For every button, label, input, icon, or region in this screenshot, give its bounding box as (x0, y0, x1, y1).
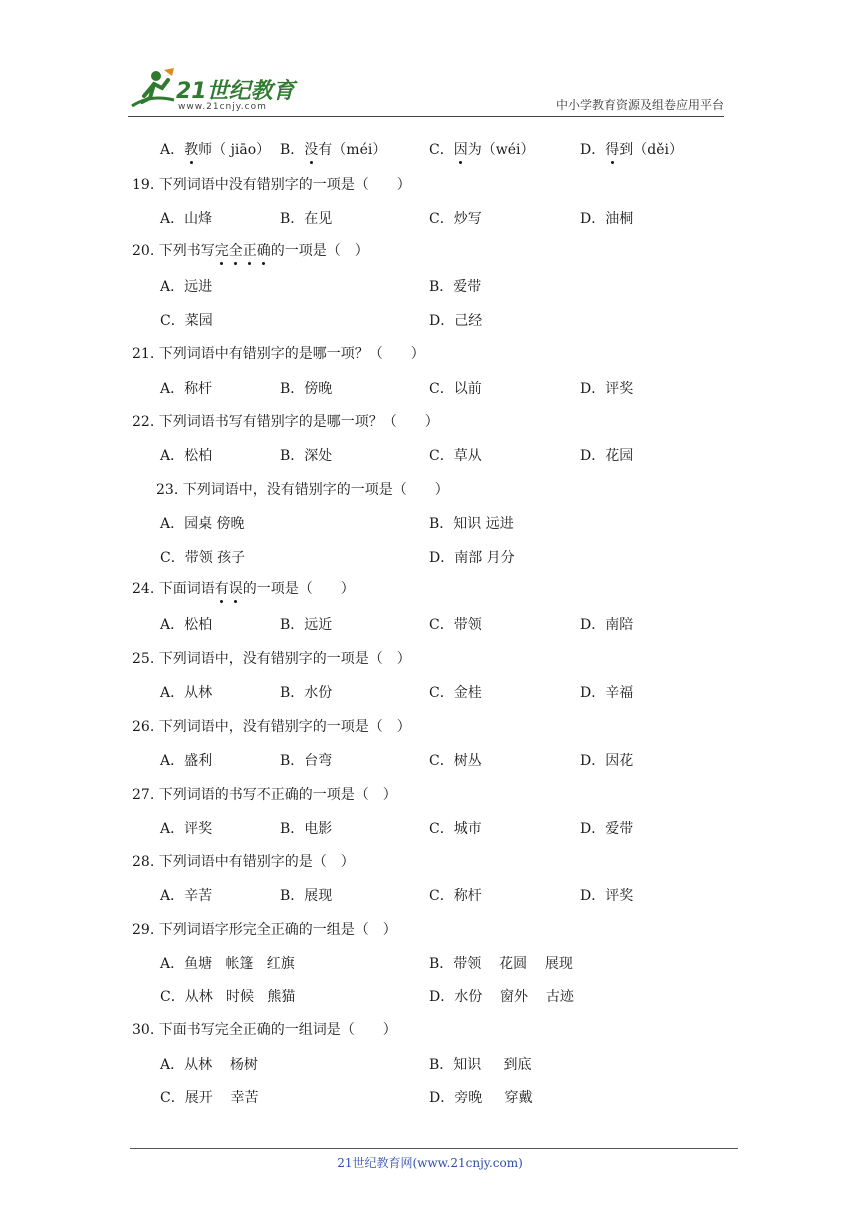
footer-divider (130, 1148, 738, 1149)
emphasis-char: 全 (228, 243, 243, 259)
logo-url: www.21cnjy.com (178, 102, 267, 112)
q27-option-a: A．评奖 (160, 821, 213, 837)
q24-option-b: B．远近 (280, 617, 333, 633)
q24-option-a: A．松柏 (160, 617, 213, 633)
q28-option-a: A．辛苦 (160, 888, 213, 904)
q27-option-d: D．爱带 (580, 821, 634, 837)
q23-option-c: C．带领 孩子 (160, 550, 246, 566)
question-30: 30. 下面书写完全正确的一组词是（ ） (132, 1022, 397, 1038)
footer-link[interactable]: 21世纪教育网(www.21cnjy.com) (337, 1156, 523, 1170)
q20-option-c: C．菜园 (160, 313, 213, 329)
question-26: 26. 下列词语中，没有错别字的一项是（ ） (132, 719, 411, 735)
q29-option-a: A．鱼塘 帐篷 红旗 (160, 956, 295, 972)
q30-option-b: B．知识 到底 (429, 1057, 532, 1073)
q18-option-c: C．因为（wéi） (429, 142, 535, 158)
emphasis-char: 确 (256, 243, 271, 259)
q21-option-b: B．傍晚 (280, 381, 333, 397)
q21-option-c: C．以前 (429, 381, 482, 397)
emphasis-char: 完 (214, 243, 229, 259)
q23-option-b: B．知识 远进 (429, 516, 514, 532)
q29-option-d: D．水份 窗外 古迹 (429, 989, 574, 1005)
emphasis-char: 正 (242, 243, 257, 259)
q19-option-d: D．油桐 (580, 211, 634, 227)
question-29: 29. 下列词语字形完全正确的一组是（ ） (132, 922, 397, 938)
q30-option-c: C．展开 幸苦 (160, 1090, 259, 1106)
q27-option-c: C．城市 (429, 821, 482, 837)
q26-option-d: D．因花 (580, 753, 634, 769)
q22-option-a: A．松柏 (160, 448, 213, 464)
q22-option-d: D．花园 (580, 448, 634, 464)
page-header (128, 66, 724, 118)
q19-option-c: C．炒写 (429, 211, 482, 227)
q28-option-d: D．评奖 (580, 888, 634, 904)
q24-option-c: C．带领 (429, 617, 482, 633)
q23-option-d: D．南部 月分 (429, 550, 515, 566)
question-19: 19. 下列词语中没有错别字的一项是（ ） (132, 177, 411, 193)
q25-option-b: B．水份 (280, 685, 333, 701)
q21-option-a: A．称杆 (160, 381, 213, 397)
emphasis-char: 误 (228, 581, 243, 597)
header-divider (128, 116, 724, 117)
q25-option-d: D．辛福 (580, 685, 634, 701)
platform-title: 中小学教育资源及组卷应用平台 (555, 98, 724, 112)
q21-option-d: D．评奖 (580, 381, 634, 397)
q20-option-a: A．远进 (160, 279, 213, 295)
runner-logo-icon (128, 66, 178, 114)
q26-option-b: B．台弯 (280, 753, 333, 769)
q24-option-d: D．南陪 (580, 617, 634, 633)
question-24: 24. 下面词语有误的一项是（ ） (132, 581, 355, 597)
q30-option-d: D．旁晚 穿戴 (429, 1090, 533, 1106)
q23-option-a: A．园桌 傍晚 (160, 516, 245, 532)
q25-option-c: C．金桂 (429, 685, 482, 701)
q19-option-a: A．山烽 (160, 211, 213, 227)
q25-option-a: A．从林 (160, 685, 213, 701)
emphasis-char: 有 (214, 581, 229, 597)
question-22: 22. 下列词语书写有错别字的是哪一项？（ ） (132, 414, 439, 430)
q30-option-a: A．从林 杨树 (160, 1057, 258, 1073)
question-27: 27. 下列词语的书写不正确的一项是（ ） (132, 787, 397, 803)
q28-option-b: B．展现 (280, 888, 333, 904)
question-20: 20. 下列书写完全正确的一项是（ ） (132, 243, 369, 259)
q22-option-c: C．草从 (429, 448, 482, 464)
q29-option-c: C．从林 时候 熊猫 (160, 989, 296, 1005)
question-25: 25. 下列词语中，没有错别字的一项是（ ） (132, 651, 411, 667)
q26-option-a: A．盛利 (160, 753, 213, 769)
q18-option-a: A．教师（ jiāo） (160, 142, 271, 158)
q22-option-b: B．深处 (280, 448, 333, 464)
question-21: 21. 下列词语中有错别字的是哪一项？（ ） (132, 346, 425, 362)
q20-option-b: B．爱带 (429, 279, 482, 295)
q27-option-b: B．电影 (280, 821, 333, 837)
question-28: 28. 下列词语中有错别字的是（ ） (132, 854, 355, 870)
logo-text: 21世纪教育 (176, 79, 295, 104)
q19-option-b: B．在见 (280, 211, 333, 227)
question-23: 23. 下列词语中，没有错别字的一项是（ ） (156, 482, 449, 498)
q26-option-c: C．树丛 (429, 753, 482, 769)
q29-option-b: B．带领 花圆 展现 (429, 956, 573, 972)
q28-option-c: C．称杆 (429, 888, 482, 904)
q18-option-b: B．没有（méi） (280, 142, 387, 158)
q20-option-d: D．己经 (429, 313, 483, 329)
q18-option-d: D．得到（děi） (580, 142, 683, 158)
logo (128, 66, 298, 114)
